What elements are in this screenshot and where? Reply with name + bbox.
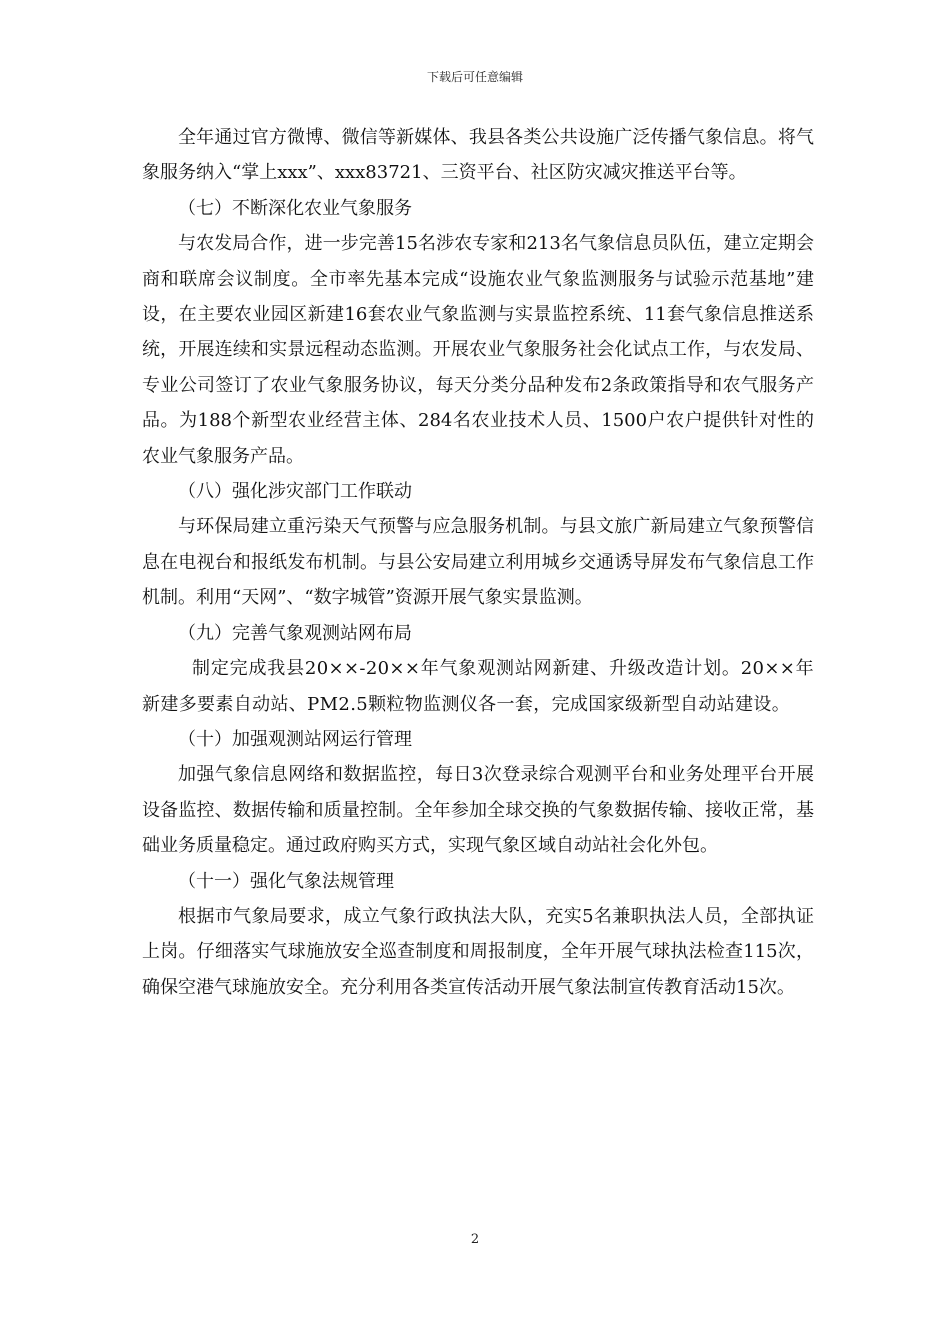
heading-station-network-layout: （九）完善气象观测站网布局 <box>178 622 412 644</box>
document-body <box>142 120 814 1005</box>
paragraph-regulation-management: 根据市气象局要求，成立气象行政执法大队，充实5名兼职执法人员，全部执证上岗。仔细落实气球施放安全巡查制度和周报制度，全年开展气球执法检查115次，确保空港气球施放安全。充分利用各类宣传活动开展气象法制宣传教育活动15次。 <box>142 905 814 998</box>
paragraph-department-linkage: 与环保局建立重污染天气预警与应急服务机制。与县文旅广新局建立气象预警信息在电视台和报纸发布机制。与县公安局建立利用城乡交通诱导屏发布气象信息工作机制。利用“天网”、“数字城管”资源开展气象实景监测。 <box>142 516 814 609</box>
heading-department-linkage: （八）强化涉灾部门工作联动 <box>178 481 412 503</box>
page-header: 下载后可任意编辑 <box>426 70 523 84</box>
paragraph-media-dissemination: 全年通过官方微博、微信等新媒体、我县各类公共设施广泛传播气象信息。将气象服务纳入“掌上xxx”、xxx83721、三资平台、社区防灾减灾推送平台等。 <box>142 127 814 184</box>
paragraph-agricultural-service: 与农发局合作，进一步完善15名涉农专家和213名气象信息员队伍，建立定期会商和联席会议制度。全市率先基本完成“设施农业气象监测服务与试验示范基地”建设，在主要农业园区新建16套农业气象监测与实景监控系统、11套气象信息推送系统，开展连续和实景远程动态监测。开展农业气象服务社会化试点工作，与农发局、专业公司签订了农业气象服务协议，每天分类分品种发布2条政策指导和农气服务产品。为188个新型农业经营主体、284名农业技术人员、1500户农户提供针对性的农业气象服务产品。 <box>142 233 814 467</box>
paragraph-station-network-layout: 制定完成我县20××-20××年气象观测站网新建、升级改造计划。20××年新建多要素自动站、PM2.5颗粒物监测仪各一套，完成国家级新型自动站建设。 <box>142 658 814 715</box>
heading-regulation-management: （十一）强化气象法规管理 <box>178 870 394 892</box>
heading-agricultural-service: （七）不断深化农业气象服务 <box>178 197 412 219</box>
paragraph-station-operation: 加强气象信息网络和数据监控，每日3次登录综合观测平台和业务处理平台开展设备监控、数据传输和质量控制。全年参加全球交换的气象数据传输、接收正常，基础业务质量稳定。通过政府购买方式，实现气象区域自动站社会化外包。 <box>142 764 814 857</box>
heading-station-operation: （十）加强观测站网运行管理 <box>178 728 412 750</box>
page-number: 2 <box>470 1232 480 1247</box>
